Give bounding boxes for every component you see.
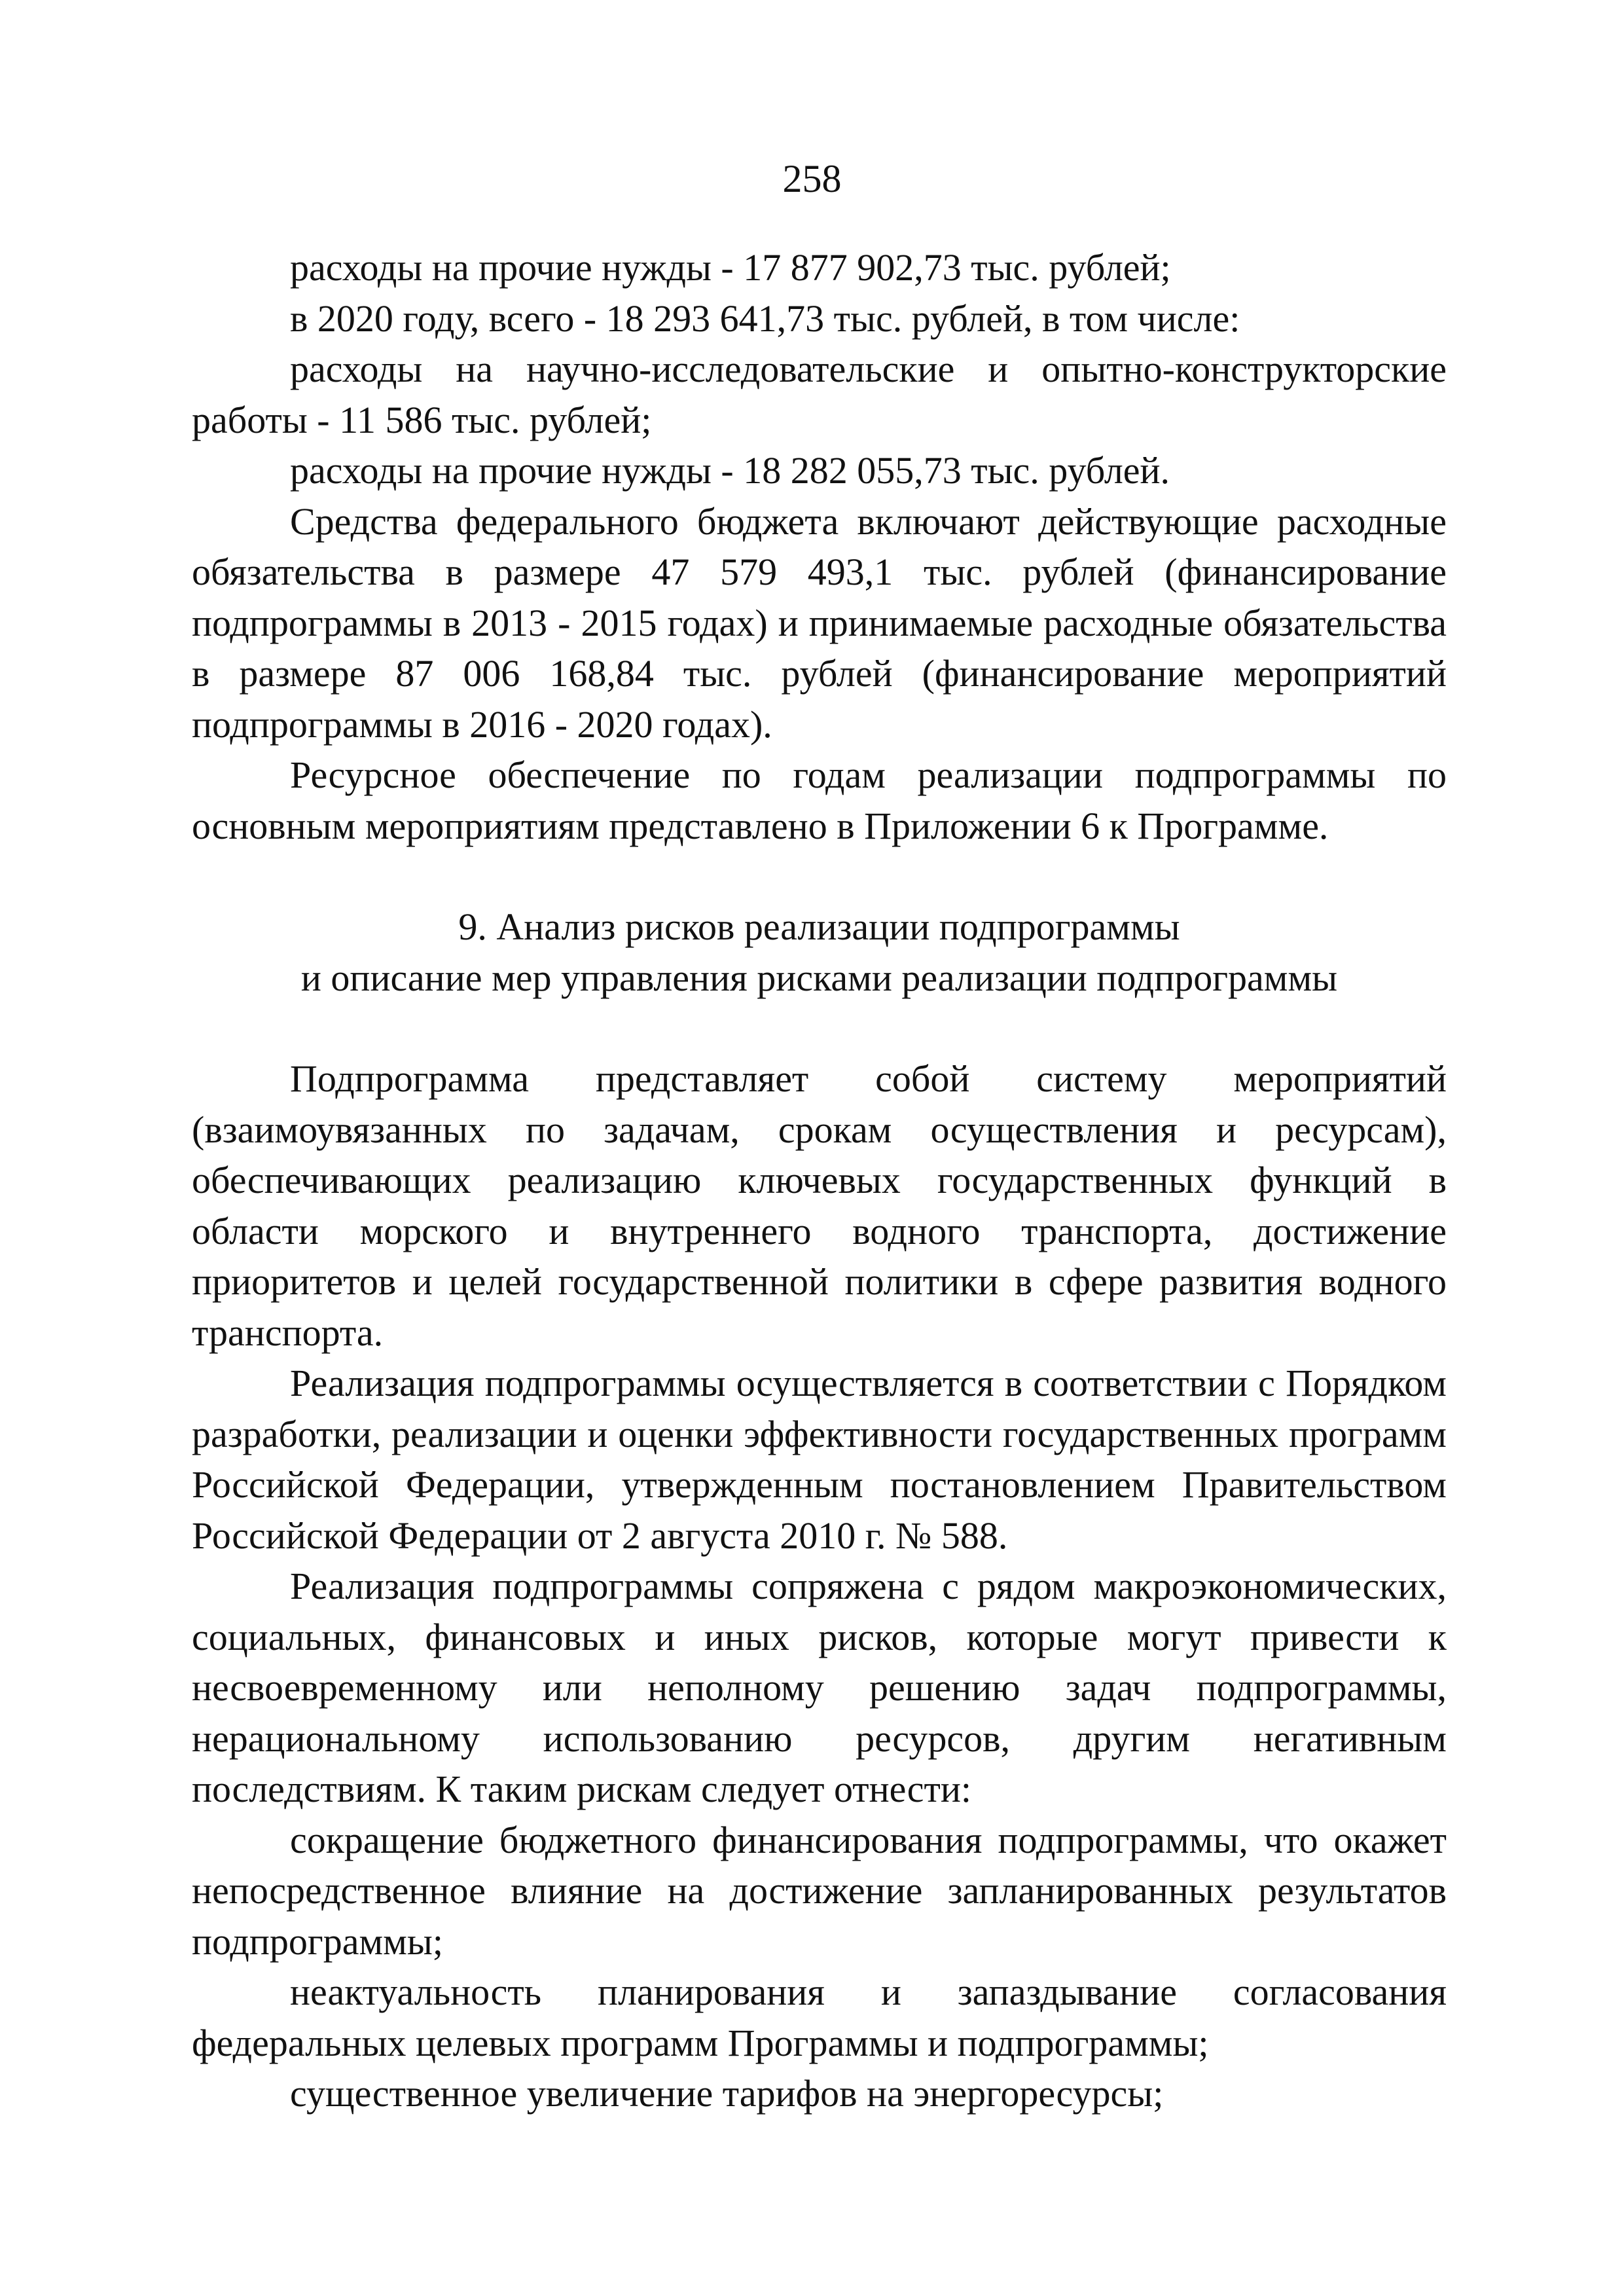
paragraph-risk-planning: неактуальность планирования и запаздывание согласования федеральных целевых программ Программы и подпрограммы; (192, 1971, 1447, 2064)
paragraph-risks-intro: Реализация подпрограммы сопряжена с рядом макроэкономических, социальных, финансовых и иных рисков, которые могут привести к несвоевременному или неполному решению задач подпрограммы, нерациональному использованию ресурсов, другим негативным последствиям. К таким рискам следует отнести: (192, 1565, 1447, 1810)
paragraph-implementation-order: Реализация подпрограммы осуществляется в соответствии с Порядком разработки, реализации и оценки эффективности государственных программ Российской Федерации, утвержденным постановлением Правительством Российской Федерации от 2 августа 2010 г. № 588. (192, 1362, 1447, 1557)
paragraph-risk-budget-cut: сокращение бюджетного финансирования подпрограммы, что окажет непосредственное влияние на достижение запланированных результатов подпрограммы; (192, 1818, 1447, 1963)
paragraph-other-expenses-2020: расходы на прочие нужды - 18 282 055,73 тыс. рублей. (290, 449, 1170, 492)
section-heading-line-1: 9. Анализ рисков реализации подпрограммы (458, 905, 1180, 948)
paragraph-subprogram-definition: Подпрограмма представляет собой систему мероприятий (взаимоувязанных по задачам, срокам осуществления и ресурсам), обеспечивающих реализацию ключевых государственных функций в области морского и внутреннего водного транспорта, достижение приоритетов и целей государственной политики в сфере развития водного транспорта. (192, 1057, 1447, 1354)
paragraph-risk-tariffs: существенное увеличение тарифов на энергоресурсы; (290, 2072, 1164, 2115)
paragraph-federal-budget: Средства федерального бюджета включают действующие расходные обязательства в размере 47 579 493,1 тыс. рублей (финансирование подпрограммы в 2013 - 2015 годах) и принимаемые расходные обязательства в размере 87 006 168,84 тыс. рублей (финансирование мероприятий подпрограммы в 2016 - 2020 годах). (192, 500, 1447, 746)
document-body (192, 242, 1447, 2119)
paragraph-rnd-expenses-2020: расходы на научно-исследовательские и опытно-конструкторские работы - 11 586 тыс. рублей; (192, 348, 1447, 441)
section-heading (192, 902, 1447, 1003)
paragraph-total-2020: в 2020 году, всего - 18 293 641,73 тыс. рублей, в том числе: (290, 297, 1240, 340)
page-number: 258 (782, 157, 842, 200)
paragraph-resource-provision: Ресурсное обеспечение по годам реализации подпрограммы по основным мероприятиям представлено в Приложении 6 к Программе. (192, 754, 1447, 847)
section-heading-line-2: и описание мер управления рисками реализации подпрограммы (300, 956, 1338, 999)
paragraph-other-expenses-2019: расходы на прочие нужды - 17 877 902,73 тыс. рублей; (290, 246, 1171, 289)
